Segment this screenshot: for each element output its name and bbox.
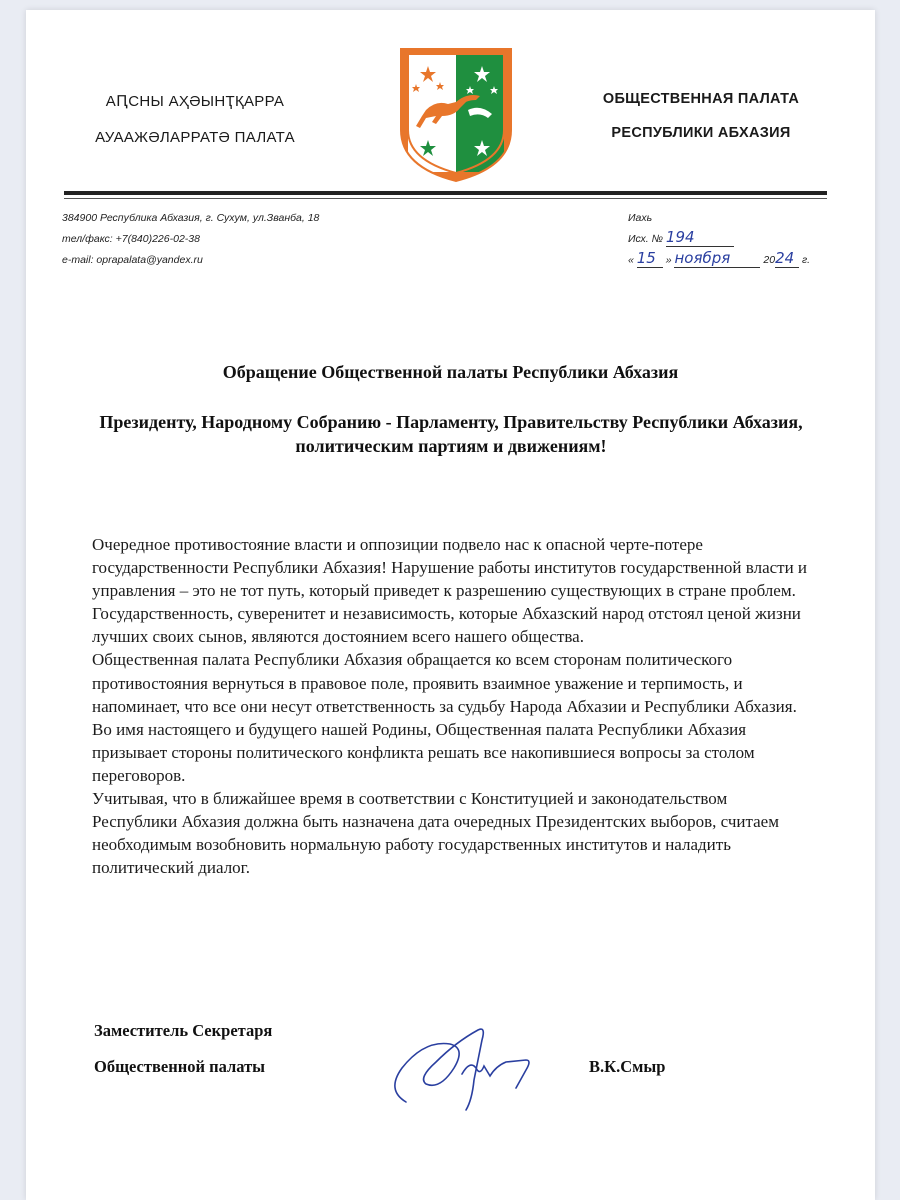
signatory-position-line1: Заместитель Секретаря xyxy=(94,1021,273,1040)
header-abkhaz xyxy=(60,92,330,148)
header-russian-line1: ОБЩЕСТВЕННАЯ ПАЛАТА xyxy=(602,91,800,107)
body-paragraph-4: Во имя настоящего и будущего нашей Родины, Общественная палата Республики Абхазия призывает стороны политического конфликта решать все накопившиеся вопросы за столом переговоров. xyxy=(92,719,755,785)
outgoing-number-label: Исх. № xyxy=(628,233,663,245)
header-abkhaz-line2: АУААЖӘЛАРРАТӘ ПАЛАТА xyxy=(95,129,295,146)
header-divider-thick xyxy=(64,191,827,195)
header-abkhaz-line1: АԤСНЫ АҲӘЫНҬҚАРРА xyxy=(105,93,285,110)
incoming-label: Иахь xyxy=(628,212,653,224)
header-russian-line2: РЕСПУБЛИКИ АБХАЗИЯ xyxy=(611,125,791,141)
header-russian xyxy=(566,89,836,143)
document-addressees: Президенту, Народному Собранию - Парламенту, Правительству Республики Абхазия, политическим партиям и движениям! xyxy=(99,412,803,456)
date-suffix: г. xyxy=(801,254,811,266)
date-month-handwritten: ноября xyxy=(674,249,731,267)
body-paragraph-1: Очередное противостояние власти и оппозиции подвело нас к опасной черте-потере государственности Республики Абхазия! Нарушение работы институтов государственной власти и управления – это не тот путь, который приведет к разрешению существующих в стране проблем. xyxy=(92,535,808,601)
date-year-handwritten: 24 xyxy=(775,249,795,267)
body-paragraph-5: Учитывая, что в ближайшее время в соответствии с Конституцией и законодательством Республики Абхазия должна быть назначена дата очередных Президентских выборов, считаем необходимым возобновить нормальную работу государственных институтов и наладить политический диалог. xyxy=(92,789,779,878)
outgoing-reference-block xyxy=(628,208,810,271)
coat-of-arms-emblem xyxy=(396,44,516,184)
date-day-handwritten: 15 xyxy=(636,249,656,267)
signatory-position xyxy=(94,1013,272,1085)
body-paragraph-2: Государственность, суверенитет и независимость, которые Абхазский народ отстоял ценой жизни лучших своих сынов, являются достоянием всего нашего общества. xyxy=(92,604,801,647)
email-text: e-mail: oprapalata@yandex.ru xyxy=(62,254,203,266)
outgoing-date-row xyxy=(628,250,810,271)
address-text: 384900 Республика Абхазия, г. Сухум, ул.Званба, 18 xyxy=(62,212,320,224)
body-paragraph-3: Общественная палата Республики Абхазия обращается ко всем сторонам политического противостояния вернуться в правовое поле, проявить взаимное уважение и терпимость, и напоминает, что все они несут ответственность за судьбу Народа Абхазии и Республики Абхазия. xyxy=(92,650,797,716)
header-divider-thin xyxy=(64,198,827,199)
date-day-field xyxy=(637,251,663,268)
letter-sheet xyxy=(26,10,875,1200)
date-year-prefix: 20 xyxy=(763,254,776,266)
date-close-quote: » xyxy=(665,254,672,266)
date-open-quote: « xyxy=(628,254,634,266)
contact-block xyxy=(62,208,319,271)
date-month-field xyxy=(674,251,760,268)
outgoing-number-handwritten: 194 xyxy=(665,228,695,246)
phone-text: тел/факс: +7(840)226-02-38 xyxy=(62,233,200,245)
handwritten-signature xyxy=(366,1010,566,1120)
signatory-position-line2: Общественной палаты xyxy=(94,1057,266,1076)
document-title: Обращение Общественной палаты Республики Абхазия xyxy=(222,362,679,382)
date-year-field xyxy=(775,251,799,268)
outgoing-number-row xyxy=(628,229,810,250)
signatory-name: В.К.Смыр xyxy=(589,1057,666,1076)
outgoing-number-field xyxy=(666,230,734,247)
appeal-body xyxy=(92,533,812,879)
